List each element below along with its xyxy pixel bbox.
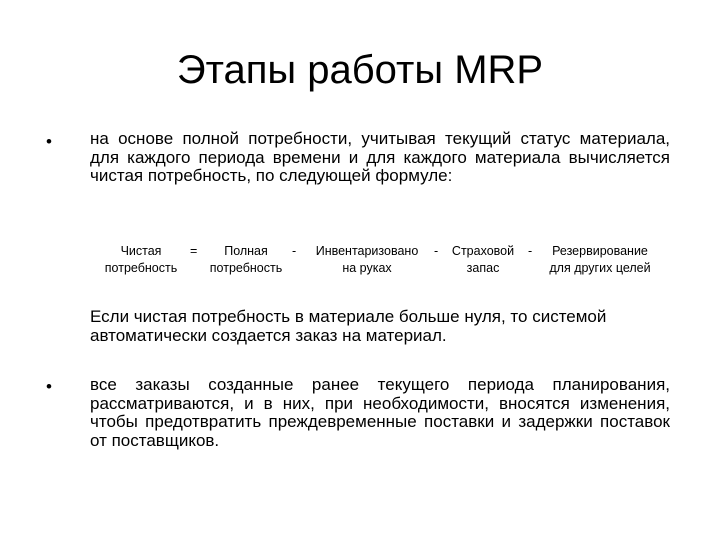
paragraph-order-creation: Если чистая потребность в материале больше нуля, то системой автоматически создается заказ на материал. (90, 307, 607, 345)
formula-operator-minus: - (528, 244, 533, 258)
bullet-marker-2: • (46, 377, 52, 396)
formula-term-reserved (530, 243, 670, 277)
formula-term-safety-stock (442, 243, 524, 277)
formula-term-line1: Резервирование (552, 244, 648, 258)
formula-term-line2: на руках (342, 261, 392, 275)
formula-term-line2: запас (466, 261, 500, 275)
bullet-marker-1: • (46, 132, 52, 151)
paragraph-existing-orders: все заказы созданные ранее текущего периода планирования, рассматриваются, и в них, при необходимости, вносятся изменения, чтобы предотвратить преждевременные поставки и задержки поставок от поставщиков. (90, 375, 670, 450)
formula-operator-equals: = (190, 244, 198, 258)
formula-term-line1: Чистая (120, 244, 162, 258)
formula-term-net-requirement (96, 243, 186, 277)
formula-operator-minus: - (434, 244, 439, 258)
slide-title: Этапы работы MRP (176, 48, 544, 92)
formula-term-line1: Инвентаризовано (315, 244, 419, 258)
formula-operator-minus: - (292, 244, 297, 258)
formula-term-line1: Полная (224, 244, 268, 258)
paragraph-net-requirement: на основе полной потребности, учитывая текущий статус материала, для каждого периода времени и для каждого материала вычисляется чистая потребность, по следующей формуле: (90, 129, 670, 185)
formula-term-on-hand (302, 243, 432, 277)
formula-term-line2: потребность (209, 261, 283, 275)
formula-term-line2: потребность (104, 261, 178, 275)
formula-term-line1: Страховой (451, 244, 515, 258)
formula-term-gross-requirement (202, 243, 290, 277)
formula-term-line2: для других целей (549, 261, 651, 275)
